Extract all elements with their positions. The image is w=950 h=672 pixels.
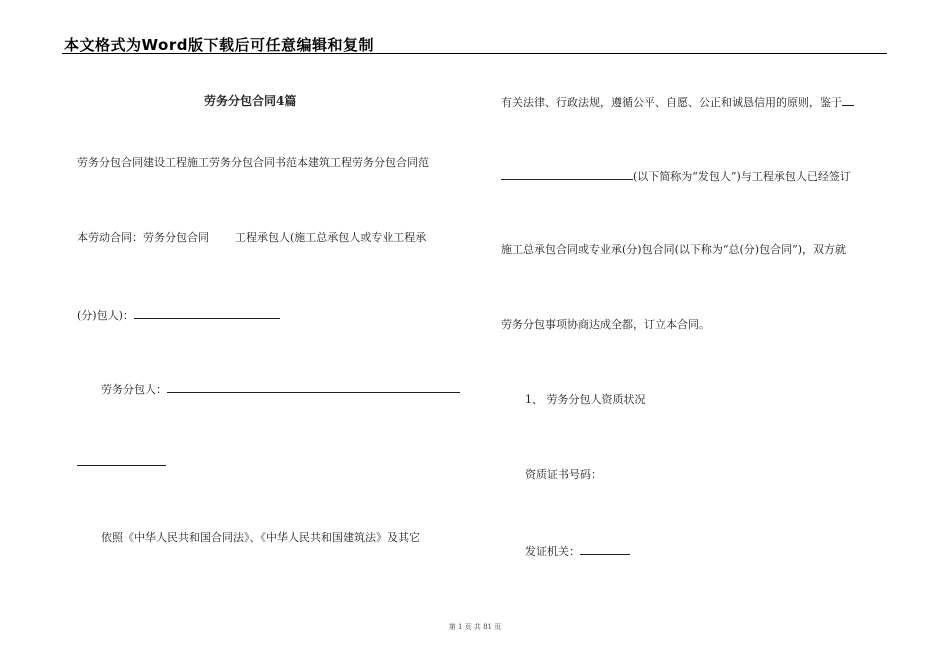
right-paragraph-line-1 [501,94,854,110]
subcontractor-blank [134,307,280,319]
issuing-authority-line [525,543,630,559]
left-paragraph-line-1: 劳务分包合同建设工程施工劳务分包合同书范本建筑工程劳务分包合同范 [77,156,429,169]
left-line-2-part-b: 工程承包人(施工总承包人或专业工程承 [235,231,427,244]
right-paragraph-line-2 [501,168,851,184]
left-paragraph-line-2 [77,231,426,245]
left-paragraph-line-4 [101,381,460,397]
labor-subcontractor-blank [167,381,460,393]
labor-subcontractor-label: 劳务分包人： [101,383,167,396]
left-paragraph-line-3 [77,307,280,323]
left-line-2-part-a: 本劳动合同：劳务分包合同 [77,231,209,244]
issuing-authority-blank [580,543,630,555]
right-paragraph-line-4: 劳务分包事项协商达成全都，订立本合同。 [501,318,710,331]
left-paragraph-line-6: 依照《中华人民共和国合同法》、《中华人民共和国建筑法》及其它 [101,531,420,544]
right-paragraph-line-3: 施工总承包合同或专业承(分)包合同(以下称为“总(分)包合同”)，双方就 [501,243,846,256]
right-line-1-text: 有关法律、行政法规，遵循公平、自愿、公正和诚恳信用的原则，鉴于 [501,96,842,109]
labor-subcontractor-blank-continued [77,465,166,466]
section-heading-qualification: 1、 劳务分包人资质状况 [525,393,646,406]
header-banner: 本文格式为Word版下载后可任意编辑和复制 [64,36,374,54]
right-line-2-text: (以下简称为“发包人”)与工程承包人已经签订 [633,170,851,183]
issuing-authority-label: 发证机关： [525,545,580,558]
page-footer: 第 1 页 共 81 页 [448,623,502,631]
certificate-number-label: 资质证书号码： [525,468,602,481]
header-divider [62,53,887,54]
subcontractor-label: (分)包人)： [77,309,134,322]
document-title: 劳务分包合同4篇 [204,94,297,108]
employer-blank [501,168,633,180]
right-line-1-blank [842,94,854,106]
